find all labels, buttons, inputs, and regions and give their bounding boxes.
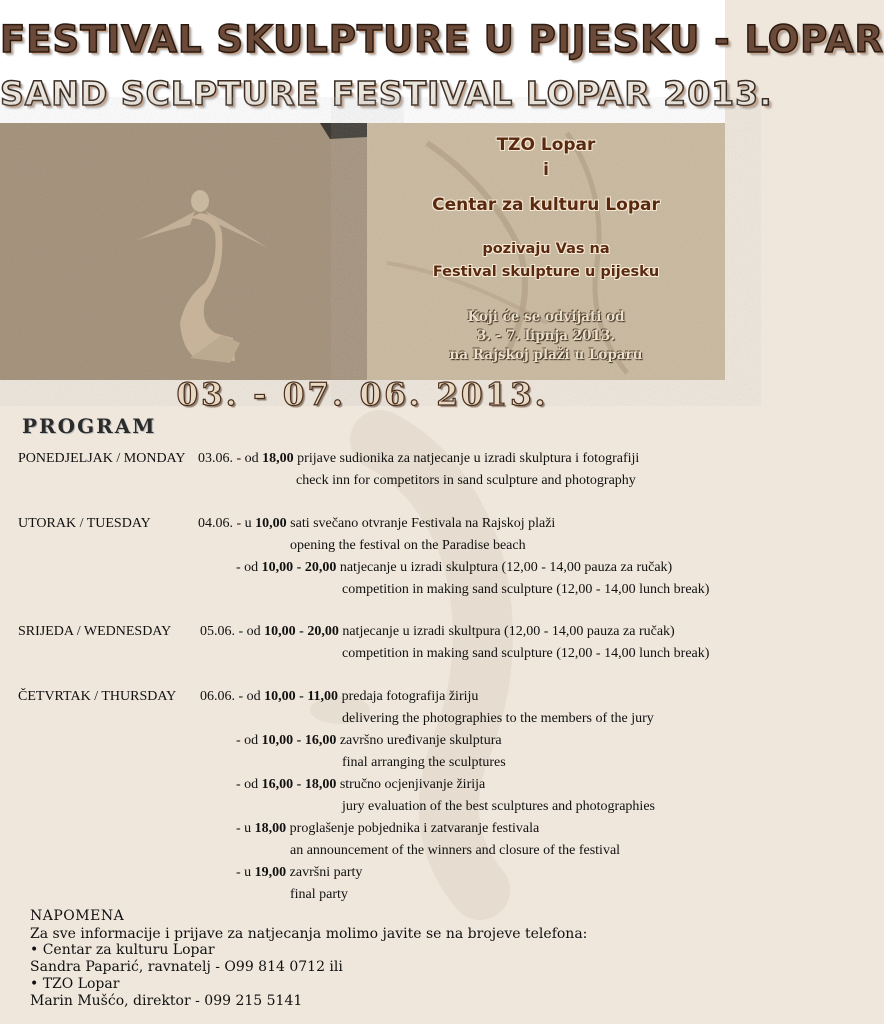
entry-time: 18,00 [254, 821, 287, 836]
entry-text-hr: natjecanje u izradi skulptura (12,00 - 14,00 pauza za ručak) [336, 560, 673, 575]
entry-date: 05.06. [200, 624, 235, 639]
entry-prefix: - u [236, 865, 255, 880]
entry-prefix: - od [238, 624, 265, 639]
entry-text-en: competition in making sand sculpture (12,00 - 14,00 lunch break) [342, 582, 710, 597]
entry-prefix: - u [236, 516, 256, 531]
entry-text-en: final party [290, 887, 348, 902]
entry-text-hr: prijave sudionika za natjecanje u izradi skulptura i fotografiji [293, 451, 640, 466]
entry-time: 10,00 - 20,00 [264, 624, 339, 639]
entry-prefix: - od [236, 560, 262, 575]
entry-text-hr: proglašenje pobjednika i zatvaranje festivala [286, 821, 540, 836]
entry-text-en: opening the festival on the Paradise beach [290, 538, 526, 553]
entry-prefix: - od [238, 689, 265, 704]
day-label-tuesday: UTORAK / TUESDAY [18, 516, 151, 531]
schedule-entry-hr [198, 451, 639, 467]
invite-line-invites: pozivaju Vas na [482, 241, 610, 257]
entry-prefix: - od [236, 733, 262, 748]
entry-time: 19,00 [254, 865, 287, 880]
contact-org-tzo: • TZO Lopar [30, 976, 120, 992]
schedule-entry-hr [198, 516, 555, 532]
day-label-monday: PONEDJELJAK / MONDAY [18, 451, 186, 466]
entry-time: 16,00 - 18,00 [261, 777, 337, 792]
schedule-entry-hr [200, 689, 478, 705]
entry-time: 10,00 - 20,00 [261, 560, 337, 575]
entry-time: 10,00 [255, 516, 287, 531]
entry-text-hr: natjecanje u izradi skultpura (12,00 - 14,00 pauza za ručak) [338, 624, 675, 639]
invite-org-tzo: TZO Lopar [496, 135, 596, 155]
entry-prefix: - od [236, 777, 262, 792]
contact-person-sandra: Sandra Paparić, ravnatelj - O99 814 0712 ili [30, 959, 343, 975]
entry-text-en: competition in making sand sculpture (12,00 - 14,00 lunch break) [342, 646, 710, 661]
dates-banner: 03. - 07. 06. 2013. [176, 377, 549, 413]
entry-text-en: jury evaluation of the best sculptures and photographies [342, 799, 655, 814]
schedule-entry-hr [236, 733, 502, 749]
invite-line-place: na Rajskoj plaži u Loparu [449, 347, 643, 363]
entry-prefix: - u [236, 821, 255, 836]
day-label-wednesday: SRIJEDA / WEDNESDAY [18, 624, 172, 639]
day-label-thursday: ČETVRTAK / THURSDAY [18, 689, 177, 704]
entry-text-hr: završno uređivanje skulptura [336, 733, 502, 748]
entry-text-hr: predaja fotografija žiriju [338, 689, 479, 704]
entry-date: 03.06. [198, 451, 233, 466]
invite-line-when: Koji će se odvijati od [467, 309, 625, 325]
entry-text-en: final arranging the sculptures [342, 755, 506, 770]
entry-text-hr: završni party [286, 865, 363, 880]
schedule-entry-hr [236, 821, 539, 837]
entry-text-en: an announcement of the winners and closure of the festival [290, 843, 621, 858]
contact-org-centar: • Centar za kulturu Lopar [30, 942, 215, 958]
mermaid-sculpture-graphic [0, 123, 367, 380]
entry-prefix: - od [236, 451, 263, 466]
title-english: SAND SCLPTURE FESTIVAL LOPAR 2013. [0, 74, 773, 113]
entry-date: 04.06. [198, 516, 233, 531]
entry-text-en: check inn for competitors in sand sculpture and photography [296, 473, 636, 488]
entry-time: 10,00 - 11,00 [264, 689, 339, 704]
schedule-entry-hr [200, 624, 675, 640]
entry-text-hr: stručno ocjenjivanje žirija [336, 777, 486, 792]
note-intro: Za sve informacije i prijave za natjecanja molimo javite se na brojeve telefona: [30, 926, 588, 942]
contact-person-marin: Marin Mušćo, direktor - 099 215 5141 [30, 993, 303, 1009]
entry-time: 18,00 [262, 451, 294, 466]
program-title: PROGRAM [22, 414, 157, 438]
mermaid-sand-sculpture-photo [0, 123, 367, 380]
invite-line-dates: 3. - 7. lipnja 2013. [476, 328, 615, 344]
schedule-entry-hr [236, 560, 672, 576]
invite-org-centar: Centar za kulturu Lopar [432, 195, 660, 215]
entry-date: 06.06. [200, 689, 235, 704]
entry-text-en: delivering the photographies to the members of the jury [342, 711, 654, 726]
entry-text-hr: sati svečano otvranje Festivala na Rajskoj plaži [286, 516, 556, 531]
note-title: NAPOMENA [30, 908, 125, 924]
schedule-entry-hr [236, 865, 362, 881]
title-croatian: FESTIVAL SKULPTURE U PIJESKU - LOPAR [0, 18, 884, 61]
invite-conjunction: i [543, 160, 549, 180]
entry-time: 10,00 - 16,00 [261, 733, 337, 748]
schedule-entry-hr [236, 777, 485, 793]
invite-line-festival: Festival skulpture u pijesku [432, 264, 660, 280]
